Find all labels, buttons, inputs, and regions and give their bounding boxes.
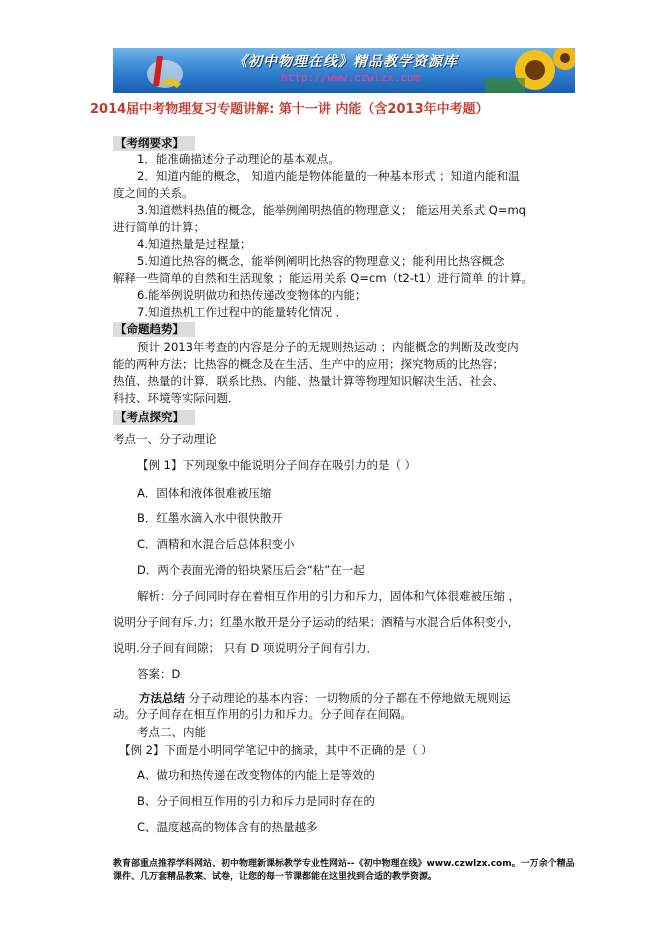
example-question: 【例 2】下面是小明同学笔记中的摘录，其中不正确的是（ ） <box>119 743 433 757</box>
example-question: 【例 1】下列现象中能说明分子间存在吸引力的是（ ） <box>137 458 417 472</box>
outline-item: 1．能准确描述分子动理论的基本观点。 <box>137 152 340 166</box>
choice-b: B、分子间相互作用的引力和斥力是同时存在的 <box>137 794 375 808</box>
method-summary <box>139 690 511 706</box>
trend-line: 科技、环境等实际问题． <box>113 391 240 405</box>
point-heading: 考点一、分子动理论 <box>113 432 217 446</box>
explore-header: 【考点探究】 <box>113 410 195 425</box>
analysis-line: 说明.分子间有间隙； 只有 D 项说明分子间有引力． <box>113 641 378 655</box>
trend-header: 【命题趋势】 <box>113 322 195 337</box>
method-text: 分子动理论的基本内容：一切物质的分子都在不停地做无规则运 <box>185 691 511 705</box>
outline-item: 6.能举例说明做功和热传递改变物体的内能； <box>137 288 367 302</box>
choice-a: A、做功和热传递在改变物体的内能上是等效的 <box>137 768 375 782</box>
choice-d: D．两个表面光滑的铅块紧压后会“粘”在一起 <box>137 563 365 577</box>
page-footer: 教育部重点推荐学科网站、初中物理新课标教学专业性网站--《初中物理在线》www.czwlzx.com。一万余个精品课件、几万套精品教案、试卷，让您的每一节课都能在这里找到合适的教学资源。 <box>113 859 575 882</box>
method-text-2: 动。分子间存在相互作用的引力和斥力。分子间存在间隔。 <box>113 707 412 721</box>
choice-a: A．固体和液体很难被压缩 <box>137 486 272 500</box>
page-title: 2014届中考物理复习专题讲解: 第十一讲 内能（含2013年中考题） <box>90 102 489 117</box>
sunflower-icon <box>465 48 575 93</box>
method-label: 方法总结 <box>139 691 185 705</box>
header-banner <box>113 48 575 93</box>
outline-header: 【考纲要求】 <box>113 136 195 151</box>
outline-item: 2．知道内能的概念， 知道内能是物体能量的一种基本形式 ；知道内能和温 <box>137 169 520 183</box>
outline-item: 4.知道热量是过程量； <box>137 237 252 251</box>
trend-line: 能的两种方法；比热容的概念及在生活、生产中的应用；探究物质的比热容； <box>113 357 504 371</box>
choice-c: C、温度越高的物体含有的热量越多 <box>137 820 318 834</box>
analysis-line: 解析：分子间同时存在着相互作用的引力和斥力，固体和气体很难被压缩 ， <box>137 589 521 603</box>
analysis-line: 说明分子间有斥.力；红墨水散开是分子运动的结果；酒精与水混合后体积变小， <box>113 615 520 629</box>
trend-line: 热值、热量的计算．联系比热、内能、热量计算等物理知识解决生活、社会、 <box>113 374 504 388</box>
banner-url[interactable]: http://www.czwlzx.com <box>281 71 421 84</box>
point-heading: 考点二、内能 <box>137 725 206 739</box>
answer-line: 答案：D <box>137 667 181 681</box>
outline-item: 解释一些简单的自然和生活现象 ；能运用关系 Q=cm（t2-t1）进行简单 的计算。 <box>113 271 533 285</box>
outline-item: 7.知道热机工作过程中的能量转化情况 ． <box>137 305 348 319</box>
outline-item: 5.知道比热容的概念，能举例阐明比热容的物理意义；能利用比热容概念 <box>137 254 505 268</box>
choice-b: B．红墨水滴入水中很快散开 <box>137 511 283 525</box>
choice-c: C．酒精和水混合后总体积变小 <box>137 537 295 551</box>
trend-line: 预计 2013年考查的内容是分子的无规则热运动 ；内能概念的判断及改变内 <box>137 340 519 354</box>
banner-title: 《初中物理在线》精品教学资源库 <box>233 54 458 70</box>
site-logo-icon <box>143 50 187 92</box>
outline-item: 3.知道燃料热值的概念，能举例阐明热值的物理意义； 能运用关系式 Q=mq <box>137 203 526 217</box>
outline-item: 进行简单的计算； <box>113 220 205 234</box>
outline-item: 度之间的关系。 <box>113 186 194 200</box>
